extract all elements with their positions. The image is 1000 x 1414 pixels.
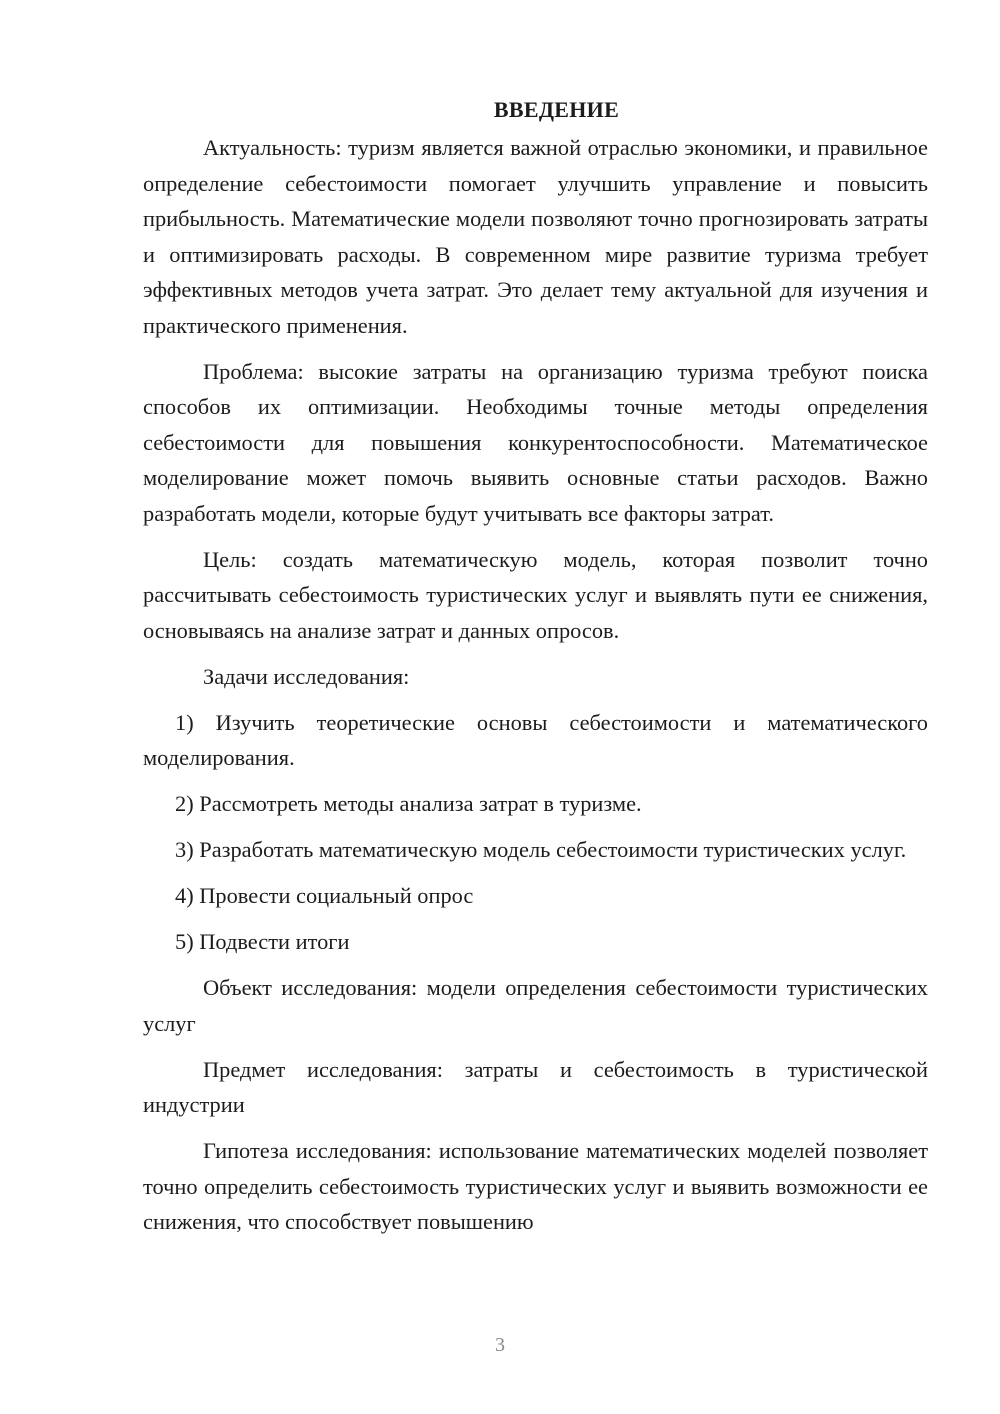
task-item-3: 3) Разработать математическую модель себестоимости туристических услуг. — [175, 837, 907, 862]
document-page — [143, 90, 928, 1330]
paragraph-goal: Цель: создать математическую модель, которая позволит точно рассчитывать себестоимость туристических услуг и выявлять пути ее снижения, основываясь на анализе затрат и данных опросов. — [143, 546, 928, 643]
paragraph-relevance: Актуальность: туризм является важной отраслью экономики, и правильное определение себестоимости помогает улучшить управление и повысить прибыльность. Математические модели позволяют точно прогнозировать затраты и оптимизировать расходы. В современном мире развитие туризма требует эффективных методов учета затрат. Это делает тему актуальной для изучения и практического применения. — [143, 135, 928, 338]
paragraph-hypothesis: Гипотеза исследования: использование математических моделей позволяет точно определить себестоимость туристических услуг и выявить возможности ее снижения, что способствует повышению — [143, 1138, 928, 1234]
task-item-2: 2) Рассмотреть методы анализа затрат в туризме. — [175, 791, 642, 816]
paragraph-object: Объект исследования: модели определения себестоимости туристических услуг — [143, 975, 928, 1036]
tasks-heading: Задачи исследования: — [203, 663, 410, 689]
task-item-5: 5) Подвести итоги — [175, 929, 350, 954]
paragraph-problem: Проблема: высокие затраты на организацию туризма требуют поиска способов их оптимизации. Необходимы точные методы определения себестоимости для повышения конкурентоспособности. Математическое моделирование может помочь выявить основные статьи расходов. Важно разработать модели, которые будут учитывать все факторы затрат. — [143, 358, 928, 526]
section-title: ВВЕДЕНИЕ — [493, 97, 620, 122]
task-item-4: 4) Провести социальный опрос — [175, 883, 474, 908]
task-item-1: 1) Изучить теоретические основы себестоимости и математического моделирования. — [143, 709, 928, 770]
page-number: 3 — [495, 1334, 505, 1356]
paragraph-subject: Предмет исследования: затраты и себестоимость в туристической индустрии — [143, 1056, 928, 1117]
